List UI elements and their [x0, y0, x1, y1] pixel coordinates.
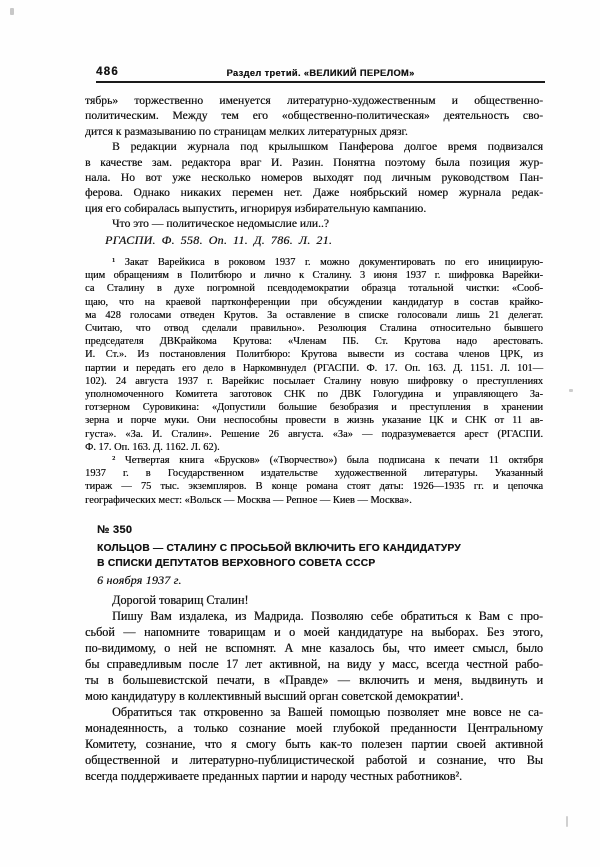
text-line: географических мест: «Вольск — Москва — Репное — Киев — Москва». — [85, 494, 412, 506]
text-line: В редакции журнала под крылышком Панферова долгое время подвизался — [112, 140, 543, 154]
text-line: дится к размазыванию по страницам мелких литературных дрязг. — [85, 124, 408, 138]
text-line: бы справедливым после 17 лет активной, на виду у масс, всегда честной рабо- — [85, 657, 543, 671]
text-line: всегда поддерживаете преданных партии и народу честных работников². — [85, 769, 463, 783]
archive-source-citation: РГАСПИ. Ф. 558. Оп. 11. Д. 786. Л. 21. — [105, 233, 333, 247]
letter-body — [85, 592, 543, 784]
document-date: 6 ноября 1937 г. — [97, 573, 182, 587]
text-line: нала. Но вот уже несколько номеров выходят под личным руководством Пан- — [85, 171, 543, 185]
text-line: уполномоченного Комитета заготовок СНК по ДВК Гологудина и управляющего За- — [85, 389, 543, 401]
scan-speck — [10, 8, 14, 15]
text-line: партии и передать его дело в Наркомвнудел (РГАСПИ. Ф. 17. Оп. 163. Д. 1151. Л. 101— — [85, 362, 543, 374]
document-number: № 350 — [97, 524, 133, 536]
text-line: ты в большевистской печати, в «Правде» — включить и меня, выдвинуть и — [85, 673, 543, 687]
scan-speck — [566, 816, 568, 827]
document-title-line-2: В СПИСКИ ДЕПУТАТОВ ВЕРХОВНОГО СОВЕТА СССР — [97, 558, 376, 569]
text-line: политическим. Между тем его «общественно-политическая» деятельность сво- — [85, 109, 543, 123]
text-line: ция его собиралась выпустить, игнорируя избирательную кампанию. — [85, 201, 427, 215]
text-line: щаю, что на краевой партконференции при обсуждении кандидатур в состав крайко- — [85, 296, 543, 308]
text-line: Пишу Вам издалека, из Мадрида. Позволяю себе обратиться к Вам с про- — [112, 609, 543, 623]
text-line: Ф. 17. Оп. 163. Д. 1162. Л. 62). — [85, 441, 220, 453]
text-line: зерна и порче муки. Они неспособны провести в жизнь указание ЦК и СНК от 11 ав- — [85, 415, 543, 427]
text-line: ма 428 голосами отведен Крутов. За оставление в списке голосовали лишь 21 делегат. — [85, 309, 543, 321]
document-title-line-1: КОЛЬЦОВ — СТАЛИНУ С ПРОСЬБОЙ ВКЛЮЧИТЬ ЕГО КАНДИДАТУРУ — [97, 543, 461, 554]
text-line: сьбой — напомните товарищам и о моей кандидатуре на выборах. Без этого, — [85, 625, 543, 639]
text-line: Считаю, что отвод сделали правильно». Резолюция Сталина относительно бывшего — [85, 323, 543, 335]
text-line: общественной и литературно-публицистической работой и сознание, что Вы — [85, 753, 543, 767]
scan-speck — [569, 389, 573, 392]
text-line: ² Четвертая книга «Брусков» («Творчество») была подписана к печати 11 октября — [112, 455, 543, 467]
text-line: 1937 г. в Государственном издательстве художественной литературы. Указанный — [85, 468, 543, 480]
text-line: монадеянность, а только сознание моей глубокой преданности Центральному — [85, 721, 543, 735]
running-header-title: Раздел третий. «ВЕЛИКИЙ ПЕРЕЛОМ» — [226, 68, 415, 78]
text-line: густа». «За. И. Сталин». Решение 26 августа. «За» — подразумевается арест (РГАСПИ. — [85, 428, 543, 440]
text-line: тираж — 75 тыс. экземпляров. В конце романа стоят даты: 1926—1935 гг. и цепочка — [85, 481, 543, 493]
text-line: щим обращениям в Политбюро и лично к Сталину. 3 июня 1937 г. шифровка Варейки- — [85, 270, 543, 282]
text-line: по-видимому, о ней не вспомнят. А мне казалось бы, что имеет смысл, было — [85, 641, 543, 655]
text-line: И. Ст.». Из постановления Политбюро: Крутова вывести из состава членов ЦРК, из — [85, 349, 543, 361]
text-line: в качестве зам. редактора враг И. Разин. Понятна поэтому была позиция жур- — [85, 155, 543, 169]
text-line: са Сталину в духе погромной псевдодемократии образца тотальной чистки: «Сооб- — [85, 283, 543, 295]
text-line: тябрь» торжественно именуется литературно-художественным и общественно- — [85, 94, 543, 107]
footnote-block — [85, 256, 543, 507]
document-title — [97, 541, 543, 571]
text-line: ¹ Закат Варейкиса в роковом 1937 г. можно документировать по его инициирую- — [112, 257, 543, 268]
text-line: мою кандидатуру в коллективный высший орган советской демократии¹. — [85, 689, 464, 703]
running-header — [96, 66, 545, 83]
text-line: готзерном Суровикина: «Допустили большие безобразия и преступления в хранении — [85, 402, 543, 414]
text-line: 102). 24 августа 1937 г. Варейкис посылает Сталину новую шифровку о преступлениях — [85, 375, 543, 387]
text-line: ферова. Однако никаких перемен нет. Даже ноябрьский номер журнала редак- — [85, 186, 543, 200]
text-line: Обратиться так откровенно за Вашей помощью позволяет мне вовсе не са- — [112, 705, 543, 719]
page-number: 486 — [96, 66, 119, 78]
text-line: Что это — политическое недомыслие или..? — [112, 217, 329, 231]
text-line: председателя ДВКрайкома Крутова: «Членам ПБ. Ст. Крутова надо арестовать. — [85, 336, 543, 348]
text-line: Комитету, сознание, что я смогу быть как-то полезен партии своей активной — [85, 737, 543, 751]
text-line: Дорогой товарищ Сталин! — [112, 593, 249, 607]
intro-paragraphs — [85, 93, 543, 232]
